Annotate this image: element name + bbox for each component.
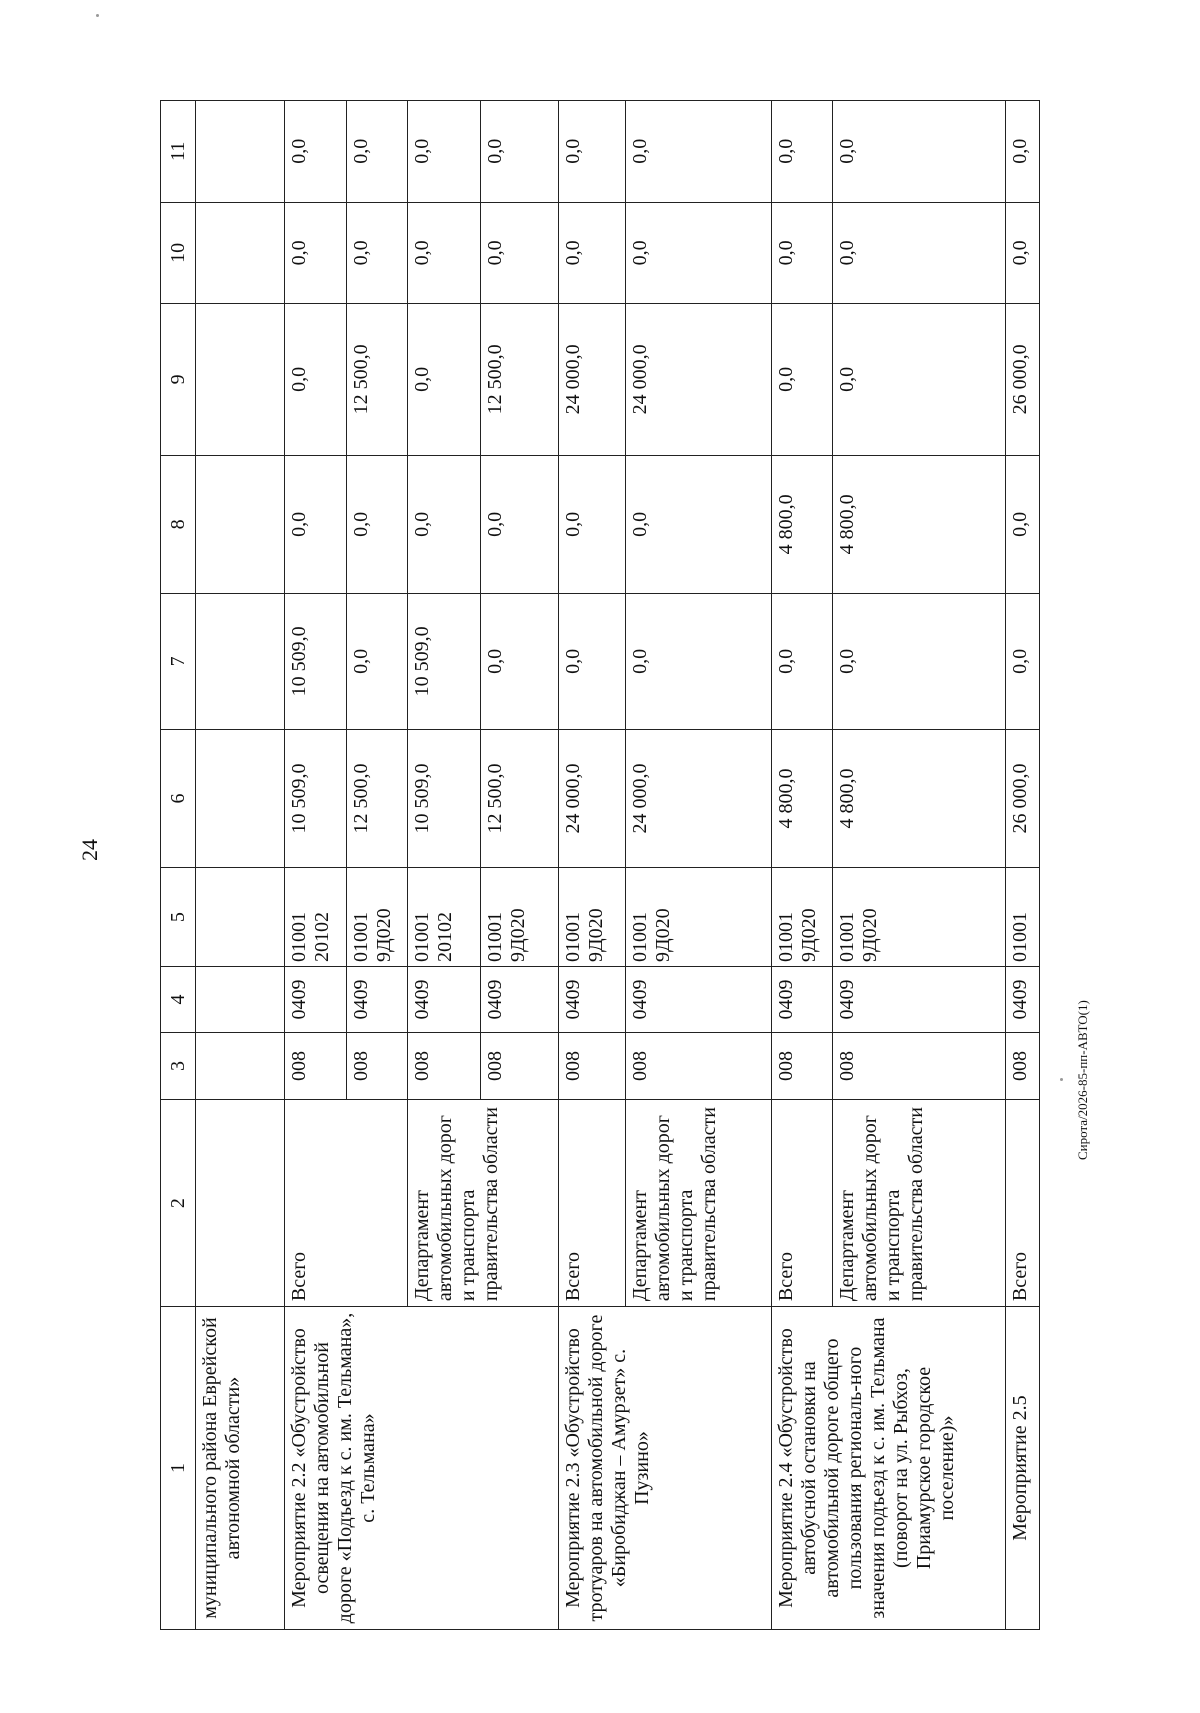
budget-table [160, 100, 1040, 1630]
cell-c3: 008 [346, 1032, 407, 1099]
cell-c9: 0,0 [285, 304, 346, 456]
footer-code-wrap [1072, 640, 1094, 1160]
funding-source: Департамент автомобильных дорог и транспорта правительства области [626, 1100, 771, 1307]
cell-c7: 0,0 [481, 594, 559, 730]
cell-c8: 4 800,0 [833, 455, 1006, 593]
table-row [559, 101, 626, 1630]
cell-c4: 0409 [1006, 967, 1040, 1033]
cell-c10: 0,0 [559, 202, 626, 303]
cell-c4: 0409 [559, 967, 626, 1033]
cell-c4: 0409 [346, 967, 407, 1033]
column-header-6: 6 [161, 729, 196, 867]
cell-c7: 0,0 [771, 594, 832, 730]
scan-speck [1060, 1078, 1063, 1081]
column-header-2: 2 [161, 1100, 196, 1307]
measure-name: Мероприятие 2.5 [1006, 1307, 1040, 1630]
cell-c4: 0409 [771, 967, 832, 1033]
footer-code: Сирота/2026-85-пп-АВТО(1) [1075, 1000, 1090, 1160]
cell-c4: 0409 [408, 967, 481, 1033]
cell-c6: 12 500,0 [481, 729, 559, 867]
empty-cell [196, 304, 285, 456]
funding-source: Всего [1006, 1100, 1040, 1307]
measure-name: Мероприятие 2.3 «Обустройство тротуаров на автомобильной дороге «Биробиджан – Амурзет» с. Пузино» [559, 1307, 771, 1630]
cell-c8: 0,0 [559, 455, 626, 593]
cell-c8: 0,0 [285, 455, 346, 593]
column-header-3: 3 [161, 1032, 196, 1099]
scan-speck [96, 14, 99, 17]
measure-name: Мероприятие 2.4 «Обустройство автобусной остановки на автомобильной дороге общего пользования региональ-ного значения подъезд к с. им. Тельмана (поворот на ул. Рыбхоз, Приамурское городское поселение)» [771, 1307, 1006, 1630]
cell-c7: 0,0 [626, 594, 771, 730]
cell-c8: 0,0 [346, 455, 407, 593]
cell-c6: 26 000,0 [1006, 729, 1040, 867]
cell-c10: 0,0 [346, 202, 407, 303]
empty-cell [196, 868, 285, 967]
measure-name: Мероприятие 2.2 «Обустройство освещения на автомобильной дороге «Подъезд к с. им. Тельмана», с. Тельмана» [285, 1307, 559, 1630]
cell-c5: 01001 9Д020 [833, 868, 1006, 967]
cell-c5: 01001 9Д020 [626, 868, 771, 967]
cell-c11: 0,0 [346, 101, 407, 203]
cell-c6: 10 509,0 [285, 729, 346, 867]
cell-c11: 0,0 [285, 101, 346, 203]
funding-source: Всего [559, 1100, 626, 1307]
table-body [196, 101, 1040, 1630]
column-header-8: 8 [161, 455, 196, 593]
cell-c5: 01001 20102 [285, 868, 346, 967]
cell-c9: 0,0 [408, 304, 481, 456]
cell-c7: 10 509,0 [408, 594, 481, 730]
header-row [161, 101, 196, 1630]
cell-c11: 0,0 [408, 101, 481, 203]
cell-c11: 0,0 [833, 101, 1006, 203]
budget-table-rotated [160, 100, 1040, 1630]
cell-c4: 0409 [285, 967, 346, 1033]
table-row [285, 101, 346, 1630]
empty-cell [196, 1100, 285, 1307]
cell-c11: 0,0 [559, 101, 626, 203]
empty-cell [196, 202, 285, 303]
cell-c7: 0,0 [346, 594, 407, 730]
cell-c9: 12 500,0 [346, 304, 407, 456]
cell-c11: 0,0 [1006, 101, 1040, 203]
empty-cell [196, 967, 285, 1033]
continuation-row [196, 101, 285, 1630]
cell-c7: 10 509,0 [285, 594, 346, 730]
table-row [771, 101, 832, 1630]
cell-c3: 008 [1006, 1032, 1040, 1099]
cell-c9: 24 000,0 [626, 304, 771, 456]
cell-c9: 26 000,0 [1006, 304, 1040, 456]
cell-c3: 008 [833, 1032, 1006, 1099]
cell-c5: 01001 9Д020 [346, 868, 407, 967]
cell-c3: 008 [626, 1032, 771, 1099]
cell-c6: 10 509,0 [408, 729, 481, 867]
column-header-9: 9 [161, 304, 196, 456]
cell-c6: 12 500,0 [346, 729, 407, 867]
cell-c5: 01001 9Д020 [559, 868, 626, 967]
cell-c6: 4 800,0 [833, 729, 1006, 867]
funding-source: Департамент автомобильных дорог и транспорта правительства области [408, 1100, 559, 1307]
funding-source: Всего [771, 1100, 832, 1307]
column-header-11: 11 [161, 101, 196, 203]
cell-c10: 0,0 [1006, 202, 1040, 303]
cell-c6: 4 800,0 [771, 729, 832, 867]
page-number: 24 [77, 839, 102, 861]
column-header-7: 7 [161, 594, 196, 730]
empty-cell [196, 594, 285, 730]
cell-c9: 0,0 [771, 304, 832, 456]
cell-c11: 0,0 [481, 101, 559, 203]
cell-c9: 12 500,0 [481, 304, 559, 456]
cell-c6: 24 000,0 [559, 729, 626, 867]
column-header-1: 1 [161, 1307, 196, 1630]
funding-source: Департамент автомобильных дорог и транспорта правительства области [833, 1100, 1006, 1307]
cell-c10: 0,0 [285, 202, 346, 303]
cell-c8: 0,0 [408, 455, 481, 593]
cell-c5: 01001 [1006, 868, 1040, 967]
cell-c10: 0,0 [771, 202, 832, 303]
cell-c10: 0,0 [408, 202, 481, 303]
cell-c9: 24 000,0 [559, 304, 626, 456]
cell-c4: 0409 [626, 967, 771, 1033]
cell-c8: 0,0 [626, 455, 771, 593]
empty-cell [196, 101, 285, 203]
funding-source: Всего [285, 1100, 408, 1307]
cell-c9: 0,0 [833, 304, 1006, 456]
cell-c10: 0,0 [481, 202, 559, 303]
cell-c10: 0,0 [833, 202, 1006, 303]
cell-c5: 01001 9Д020 [481, 868, 559, 967]
cell-c8: 4 800,0 [771, 455, 832, 593]
cell-c3: 008 [285, 1032, 346, 1099]
cell-c4: 0409 [481, 967, 559, 1033]
cell-c7: 0,0 [833, 594, 1006, 730]
cell-c4: 0409 [833, 967, 1006, 1033]
cell-c5: 01001 20102 [408, 868, 481, 967]
continuation-text: муниципального района Еврейской автономной области» [196, 1307, 285, 1630]
cell-c3: 008 [559, 1032, 626, 1099]
cell-c3: 008 [408, 1032, 481, 1099]
cell-c3: 008 [771, 1032, 832, 1099]
cell-c8: 0,0 [481, 455, 559, 593]
column-header-5: 5 [161, 868, 196, 967]
cell-c7: 0,0 [1006, 594, 1040, 730]
cell-c11: 0,0 [771, 101, 832, 203]
cell-c8: 0,0 [1006, 455, 1040, 593]
empty-cell [196, 455, 285, 593]
cell-c3: 008 [481, 1032, 559, 1099]
empty-cell [196, 1032, 285, 1099]
empty-cell [196, 729, 285, 867]
cell-c10: 0,0 [626, 202, 771, 303]
cell-c7: 0,0 [559, 594, 626, 730]
column-header-10: 10 [161, 202, 196, 303]
cell-c5: 01001 9Д020 [771, 868, 832, 967]
cell-c6: 24 000,0 [626, 729, 771, 867]
column-header-4: 4 [161, 967, 196, 1033]
cell-c11: 0,0 [626, 101, 771, 203]
table-row [1006, 101, 1040, 1630]
